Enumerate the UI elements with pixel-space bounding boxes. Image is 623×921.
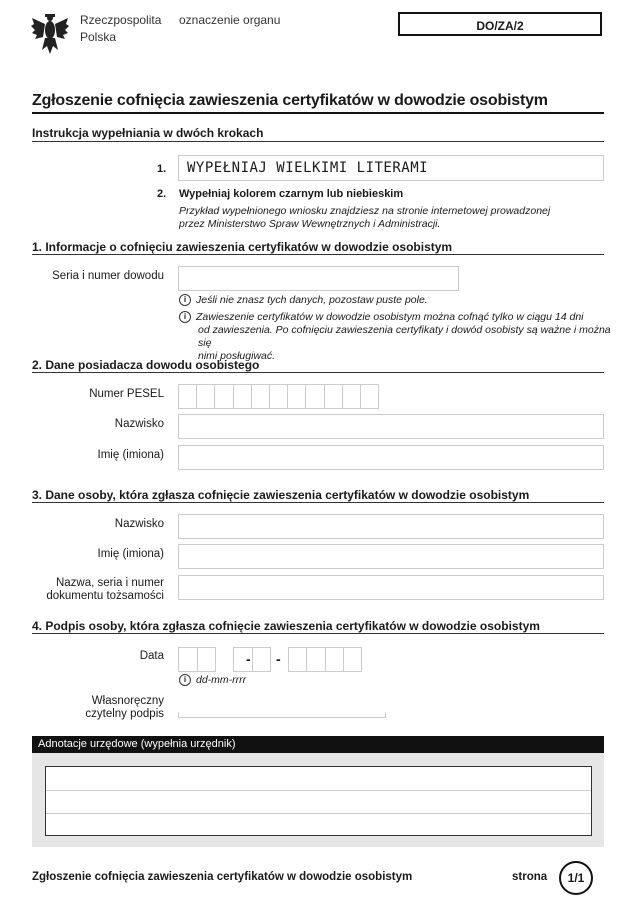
country-name: Rzeczpospolita Polska [80, 13, 162, 44]
date-separator: - [276, 651, 281, 667]
divider [32, 254, 604, 255]
reporter-doc-input[interactable] [178, 575, 604, 600]
organ-label: oznaczenie organu [179, 13, 281, 27]
divider [32, 372, 604, 373]
info-note-1: i Jeśli nie znasz tych danych, pozostaw puste pole. [179, 294, 428, 307]
info-note-2: i Zawieszenie certyfikatów w dowodzie osobistym można cofnąć tylko w ciągu 14 dni od zawieszenia. Po cofnięciu zawieszenia certyfikaty i dowód osobisty są ważne i można się nimi posługiwać. [179, 311, 623, 363]
page-label: strona [512, 871, 548, 883]
section1-heading: 1. Informacje o cofnięciu zawieszenia certyfikatów w dowodzie osobistym [32, 240, 453, 254]
date-month-input[interactable] [233, 647, 271, 672]
date-hint: i dd-mm-rrrr [179, 674, 246, 687]
annotations-box [45, 766, 592, 836]
step1-number: 1. [157, 163, 167, 175]
title-rule [32, 112, 604, 114]
reporter-names-input[interactable] [178, 544, 604, 569]
step1-example: WYPEŁNIAJ WIELKIMI LITERAMI [178, 155, 604, 181]
holder-names-input[interactable] [178, 445, 604, 470]
divider [32, 633, 604, 634]
holder-names-label: Imię (imiona) [97, 449, 164, 461]
date-day-input[interactable] [178, 647, 216, 672]
reporter-surname-input[interactable] [178, 514, 604, 539]
info-icon: i [179, 311, 191, 323]
signature-field[interactable] [178, 712, 386, 718]
divider [32, 502, 604, 503]
info-icon: i [179, 294, 191, 306]
date-separator: - [246, 651, 251, 667]
date-label: Data [139, 650, 164, 662]
section2-heading: 2. Dane posiadacza dowodu osobistego [32, 358, 260, 372]
pesel-input[interactable] [178, 384, 379, 409]
annotations-heading: Adnotacje urzędowe (wypełnia urzędnik) [32, 736, 604, 753]
reporter-doc-label: Nazwa, seria i numer dokumentu tożsamości [46, 577, 164, 602]
date-year-input[interactable] [288, 647, 362, 672]
series-label: Seria i numer dowodu [52, 270, 164, 282]
id-series-input[interactable] [178, 266, 459, 291]
info-icon: i [179, 674, 191, 686]
divider [32, 141, 604, 142]
holder-surname-label: Nazwisko [114, 418, 164, 430]
signature-label: Własnoręczny czytelny podpis [85, 695, 164, 720]
instructions-note: Przykład wypełnionego wniosku znajdziesz na stronie internetowej prowadzonej przez Ministerstwo Spraw Wewnętrznych i Administracji. [179, 205, 551, 230]
eagle-emblem-icon [30, 12, 70, 58]
pesel-label: Numer PESEL [89, 388, 164, 400]
reporter-surname-label: Nazwisko [114, 518, 164, 530]
reporter-names-label: Imię (imiona) [97, 548, 164, 560]
page-number: 1/1 [559, 861, 593, 895]
form-code-box: DO/ZA/2 [398, 12, 602, 36]
page-title: Zgłoszenie cofnięcia zawieszenia certyfikatów w dowodzie osobistym [32, 92, 548, 109]
footer-title: Zgłoszenie cofnięcia zawieszenia certyfikatów w dowodzie osobistym [32, 871, 413, 883]
section3-heading: 3. Dane osoby, która zgłasza cofnięcie zawieszenia certyfikatów w dowodzie osobistym [32, 488, 530, 502]
section4-heading: 4. Podpis osoby, która zgłasza cofnięcie zawieszenia certyfikatów w dowodzie osobistym [32, 619, 540, 633]
step2-number: 2. [157, 188, 167, 200]
step2-text: Wypełniaj kolorem czarnym lub niebieskim [179, 188, 404, 200]
holder-surname-input[interactable] [178, 414, 604, 439]
instructions-heading: Instrukcja wypełniania w dwóch krokach [32, 126, 264, 140]
